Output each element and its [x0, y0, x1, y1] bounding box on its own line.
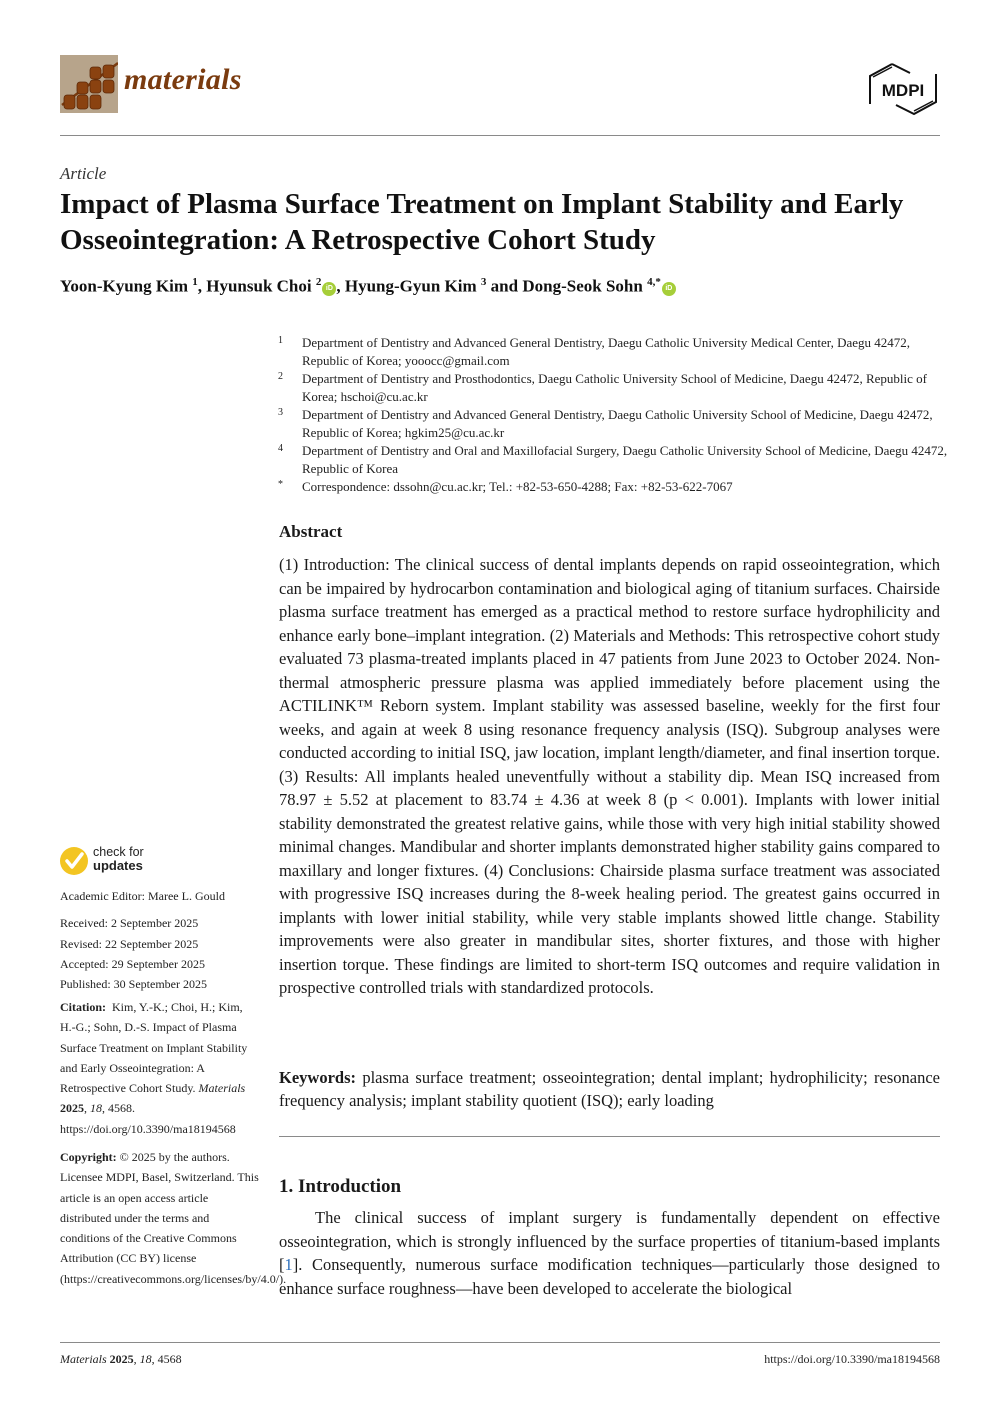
correspondence: * Correspondence: dssohn@cu.ac.kr; Tel.: +82-53-650-4288; Fax: +82-53-622-7067 [278, 479, 733, 494]
article-type: Article [60, 164, 107, 183]
svg-text:MDPI: MDPI [881, 81, 925, 100]
author-name: Hyunsuk Choi [206, 276, 312, 296]
affiliation-item: 1 Department of Dentistry and Advanced General Dentistry, Daegu Catholic University Medical Center, Daegu 42472, Republic of Korea; yooocc@gmail.com [278, 335, 911, 368]
copyright-notice: Copyright: © 2025 by the authors. Licensee MDPI, Basel, Switzerland. This article is an open access article distributed under the terms and conditions of the Creative Commons Attribution (CC BY) license (https://creativecommons.org/licenses/by/4.0/). [60, 1150, 287, 1286]
affiliation-item: 2 Department of Dentistry and Prosthodontics, Daegu Catholic University School of Medicine, Daegu 42472, Republic of Korea; hschoi@cu.ac.kr [278, 371, 927, 404]
abstract-text: (1) Introduction: The clinical success of dental implants depends on rapid osseointegration, which can be impaired by hydrocarbon contamination and biological aging of titanium surfaces. Chairside plasma surface treatment has emerged as a practical method to restore surface hydrophilicity and enhance early bone–implant integration. (2) Materials and Methods: This retrospective cohort study evaluated 73 plasma-treated implants placed in 47 patients from June 2023 to October 2024. Non-thermal atmospheric pressure plasma was applied immediately before placement using the ACTILINK™ Reborn system. Implant stability was assessed baseline, weekly for the first four weeks, and again at week 8 using resonance frequency analysis (ISQ). Subgroup analyses were conducted according to initial ISQ, jaw location, implant length/diameter, and final insertion torque. (3) Results: All implants healed uneventfully without a stability dip. Mean ISQ increased from 78.97 ± 5.52 at placement to 83.74 ± 4.36 at week 8 (p < 0.001). Implants with lower initial stability demonstrated the greatest relative gains, while those with very high initial stability showed minimal changes. Mandibular and shorter implants demonstrated higher stability gains compared to maxillary and longer fixtures. (4) Conclusions: Chairside plasma surface treatment was associated with progressive ISQ increases during the 8-week healing period. The greatest gains occurred in implants with lower initial stability, while very stable implants showed little change. Stability improvements were also greater in mandibular sites, shorter fixtures, and those with higher insertion torque. These findings are limited to short-term ISQ outcomes and require validation in prospective controlled trials with standardized protocols. [279, 555, 940, 997]
journal-name: materials [124, 63, 242, 96]
academic-editor: Academic Editor: Maree L. Gould [60, 889, 225, 903]
published-date: Published: 30 September 2025 [60, 977, 207, 992]
section-divider [279, 1136, 940, 1137]
author-name: Hyung-Gyun Kim [344, 276, 477, 296]
check-for-updates-badge[interactable]: check for updates [60, 845, 260, 879]
article-title: Impact of Plasma Surface Treatment on Implant Stability and Early Osseointegration: A Retrospective Cohort Study [60, 188, 904, 256]
header-divider [60, 135, 940, 136]
author-name: Yoon-Kyung Kim [60, 276, 188, 296]
author-affiliation-mark: 4,* [647, 276, 661, 288]
citation: Citation: Kim, Y.-K.; Choi, H.; Kim, H.-G.; Sohn, D.-S. Impact of Plasma Surface Treatment on Implant Stability and Early Osseointegration: A Retrospective Cohort Study. Materials 2025, 18, 4568. https://doi.org/10.3390/ma18194568 [60, 1000, 248, 1136]
copyright-label: Copyright: [60, 1150, 117, 1164]
introduction-heading: 1. Introduction [279, 1176, 402, 1197]
revised-date: Revised: 22 September 2025 [60, 936, 199, 951]
keywords [279, 1066, 940, 1112]
mdpi-logo-icon [864, 62, 942, 116]
introduction-text: The clinical success of implant surgery is fundamentally dependent on effective osseointegration, which is strongly influenced by the surface properties of titanium-based implants [1]. Consequently, numerous surface modification techniques—particularly those designed to enhance surface roughness—have been developed to accelerate the biological [279, 1208, 940, 1298]
affiliation-item: 3 Department of Dentistry and Advanced General Dentistry, Daegu Catholic University School of Medicine, Daegu 42472, Republic of Korea; hgkim25@cu.ac.kr [278, 407, 933, 440]
footer-journal-ref: Materials 2025, 18, 4568 [60, 1352, 182, 1366]
affiliations [278, 334, 948, 496]
author-affiliation-mark: 3 [480, 276, 487, 288]
citation-label: Citation: [60, 1000, 106, 1014]
journal-logo-icon [60, 55, 118, 113]
abstract-heading: Abstract [279, 522, 343, 541]
keywords-label: Keywords: [279, 1068, 356, 1087]
author-name: Dong-Seok Sohn [522, 276, 643, 296]
author-list: Yoon-Kyung Kim $^1$, Hyunsuk Choi $^2$iD , Hyung-Gyun Kim $^3$ and Dong-Seok Sohn $^{4,*}$iD [60, 276, 676, 297]
orcid-icon[interactable]: iD [662, 282, 676, 296]
author-affiliation-mark: 1 [192, 276, 198, 288]
accepted-date: Accepted: 29 September 2025 [60, 956, 205, 971]
keywords-text: plasma surface treatment; osseointegration; dental implant; hydrophilicity; resonance frequency analysis; implant stability quotient (ISQ); early loading [279, 1068, 941, 1110]
affiliation-item: 4 Department of Dentistry and Oral and Maxillofacial Surgery, Daegu Catholic University School of Medicine, Daegu 42472, Republic of Korea [278, 443, 948, 476]
received-date: Received: 2 September 2025 [60, 916, 199, 931]
article-metadata [60, 886, 260, 994]
footer-doi-link[interactable]: https://doi.org/10.3390/ma18194568 [764, 1352, 940, 1366]
citation-doi[interactable]: , 4568. https://doi.org/10.3390/ma18194568 [60, 1101, 236, 1136]
checkmark-icon [60, 847, 88, 875]
footer-divider [60, 1342, 940, 1343]
reference-link[interactable]: 1 [284, 1255, 293, 1274]
author-affiliation-mark: 2 [315, 276, 322, 288]
orcid-icon[interactable]: iD [322, 282, 336, 296]
